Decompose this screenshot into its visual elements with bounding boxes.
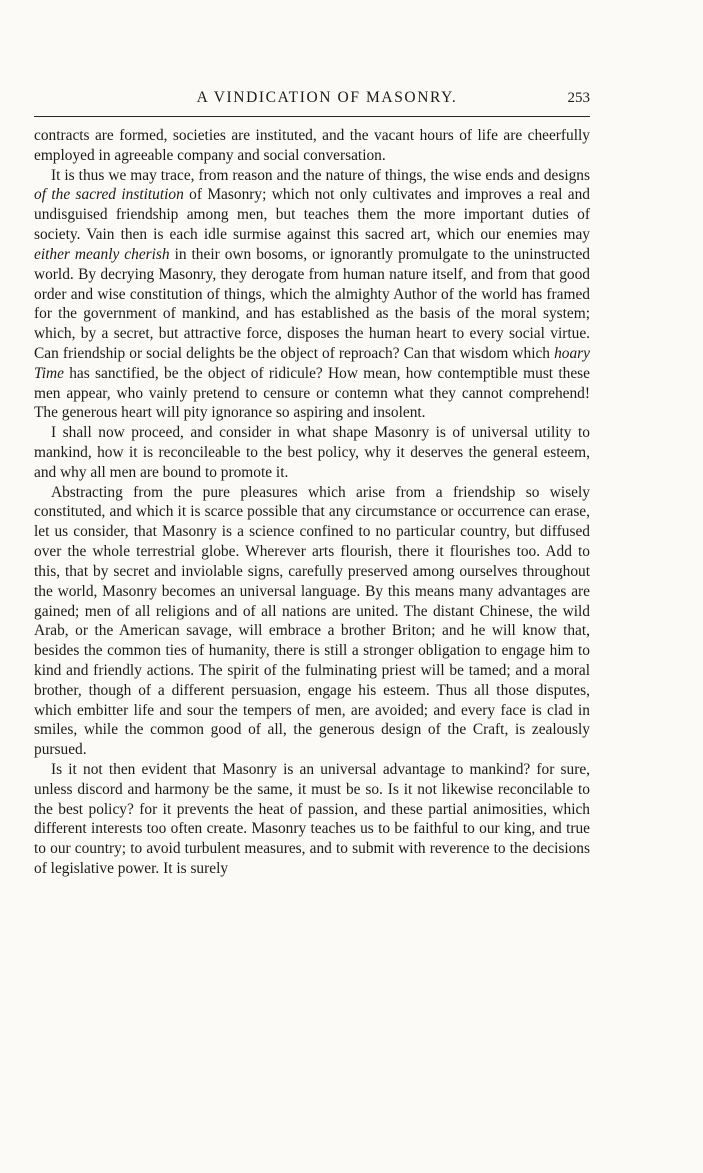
running-title: A VINDICATION OF MASONRY. <box>196 89 458 106</box>
italic-run: hoary Time <box>34 344 590 382</box>
body-text <box>34 126 590 879</box>
page-number: 253 <box>567 90 590 106</box>
paragraph-3 <box>34 423 590 482</box>
text-run: contracts are formed, societies are instituted, and the vacant hours of life are cheerfully employed in agreeable company and social conversation. <box>34 127 590 164</box>
paragraph-2 <box>34 166 590 424</box>
text-run: Is it not then evident that Masonry is an universal advantage to mankind? for sure, unless discord and harmony be the same, it must be so. Is it not likewise reconcilable to the best policy? for it prevents the heat of passion, and these partial animosities, which different interests too often create. Masonry teaches us to be faithful to our king, and true to our country; to avoid turbulent measures, and to submit with reverence to the decisions of legislative power. It is surely <box>34 761 590 878</box>
paragraph-1 <box>34 126 590 166</box>
running-head <box>34 88 590 112</box>
text-run: It is thus we may trace, from reason and the nature of things, the wise ends and designs <box>51 166 590 184</box>
italic-run: of the sacred institution <box>34 186 184 204</box>
italic-run: either meanly cherish <box>34 245 170 263</box>
text-run: in their own bosoms, or ignorantly promulgate to the uninstructed world. By decrying Masonry, they derogate from human nature itself, and from that good order and wise constitution of things, which the almighty Author of the world has framed for the government of mankind, and has established as the basis of the moral system; which, by a secret, but attractive force, disposes the human heart to every social virtue. Can friendship or social delights be the object of reproach? Can that wisdom which <box>34 245 590 362</box>
text-run: I shall now proceed, and consider in what shape Masonry is of universal utility to mankind, how it is reconcileable to the best policy, why it deserves the general esteem, and why all men are bound to promote it. <box>34 424 590 481</box>
paragraph-4 <box>34 483 590 760</box>
text-run: has sanctified, be the object of ridicule? How mean, how contemptible must these men appear, who vainly pretend to censure or contemn what they cannot comprehend! The generous heart will pity ignorance so aspiring and insolent. <box>34 364 590 422</box>
header-rule <box>34 116 590 117</box>
text-run: of Masonry; which not only cultivates and improves a real and undisguised friendship among men, but teaches them the more important duties of society. Vain then is each idle surmise against this sacred art, which our enemies may <box>34 186 590 244</box>
text-run: Abstracting from the pure pleasures which arise from a friendship so wisely constituted, and which it is scarce possible that any circumstance or occurrence can erase, let us consider, that Masonry is a science confined to no particular country, but diffused over the whole terrestrial globe. Wherever arts flourish, there it flourishes too. Add to this, that by secret and inviolable signs, carefully preserved among ourselves throughout the world, Masonry becomes an universal language. By this means many advantages are gained; men of all religions and of all nations are united. The distant Chinese, the wild Arab, or the American savage, will embrace a brother Briton; and he will know that, besides the common ties of humanity, there is still a stronger obligation to engage him to kind and friendly actions. The spirit of the fulminating priest will be tamed; and a moral brother, though of a different persuasion, engage his esteem. Thus all those disputes, which embitter life and sour the tempers of men, are avoided; and every face is clad in smiles, while the common good of all, the generous design of the Craft, is zealously pursued. <box>34 483 590 759</box>
paragraph-5 <box>34 760 590 879</box>
